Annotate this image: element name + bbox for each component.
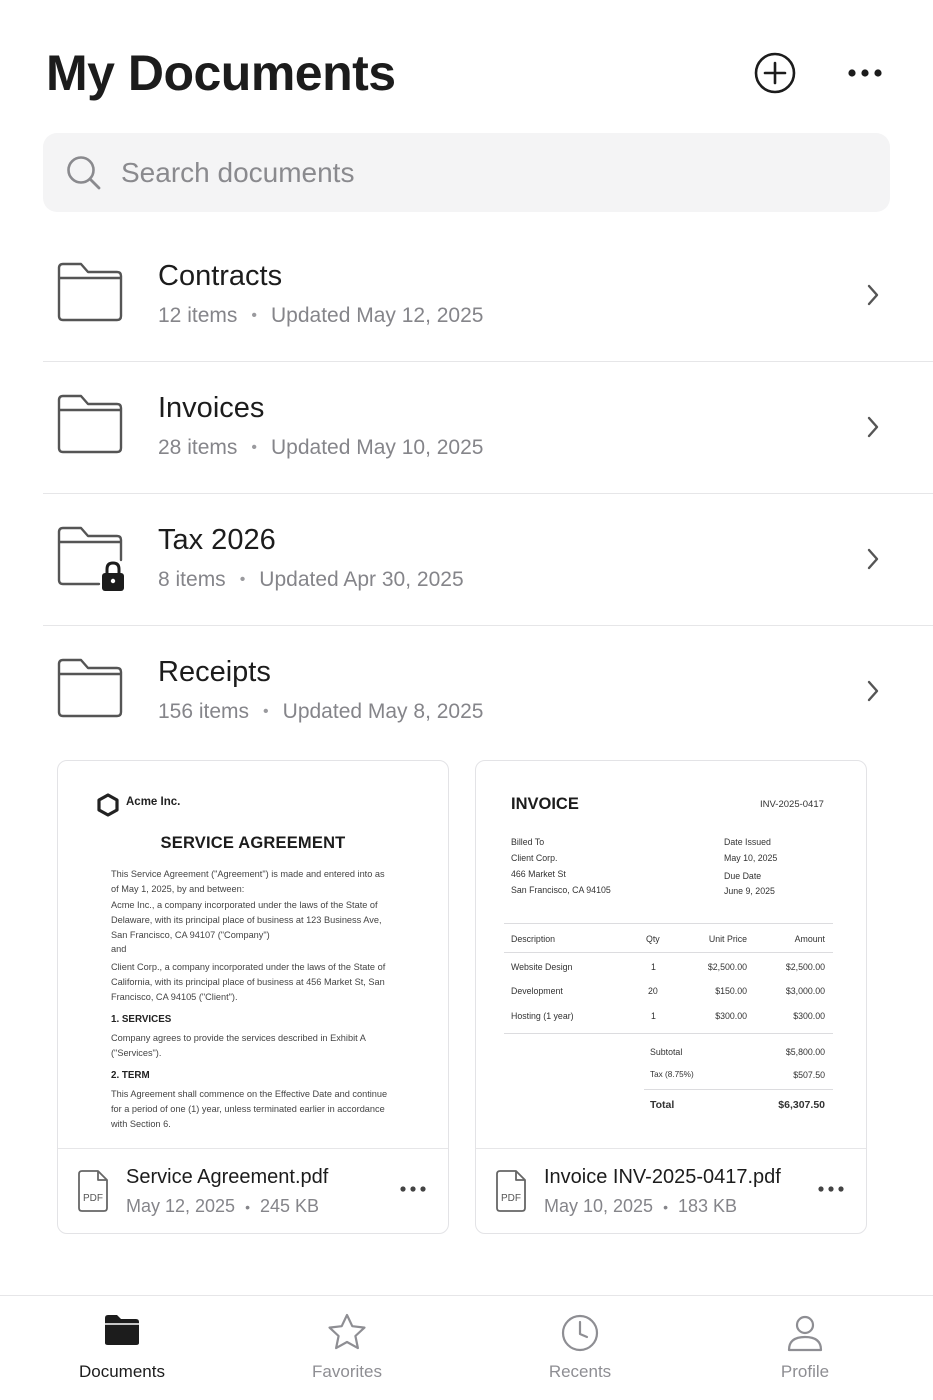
- more-horizontal-icon: [817, 1185, 845, 1193]
- file-date: May 10, 2025: [544, 1196, 654, 1216]
- total-value: $6,307.50: [778, 1099, 825, 1111]
- table-rule: [504, 1033, 833, 1034]
- search-icon: [65, 154, 103, 192]
- folder-updated: Updated May 12, 2025: [270, 304, 484, 327]
- folder-name: Invoices: [158, 392, 265, 424]
- billed-to-line: San Francisco, CA 94105: [511, 885, 611, 895]
- more-horizontal-icon: [399, 1185, 427, 1193]
- file-card-invoice[interactable]: [475, 760, 867, 1234]
- row-description: Development: [511, 986, 563, 996]
- chevron-right-icon: [865, 678, 881, 704]
- billed-to-label: Billed To: [511, 837, 545, 847]
- row-unit-price: $150.00: [715, 986, 747, 996]
- chevron-right-icon: [865, 282, 881, 308]
- column-header: Amount: [794, 934, 825, 944]
- folder-icon: [55, 260, 125, 324]
- preview-heading: 1. SERVICES: [111, 1014, 172, 1025]
- row-amount: $300.00: [793, 1011, 825, 1021]
- tax-value: $507.50: [793, 1070, 825, 1080]
- nav-label: Favorites: [312, 1362, 382, 1381]
- due-date-value: June 9, 2025: [724, 886, 775, 896]
- file-more-button[interactable]: [393, 1177, 433, 1201]
- document-preview: [58, 761, 448, 1149]
- row-unit-price: $2,500.00: [707, 962, 747, 972]
- separator-dot: •: [251, 307, 257, 324]
- folder-name: Receipts: [158, 656, 271, 688]
- table-rule: [504, 952, 833, 953]
- file-card-footer: [476, 1149, 866, 1234]
- date-issued-label: Date Issued: [724, 837, 771, 847]
- folder-row-contracts[interactable]: [43, 230, 933, 362]
- document-title: SERVICE AGREEMENT: [160, 834, 346, 852]
- invoice-number: INV-2025-0417: [760, 799, 824, 810]
- preview-paragraph: Client Corp., a company incorporated under the laws of the State of California, with its principal place of business at 456 Market St, San Francisco, CA 94105 ("Client").: [111, 962, 386, 1002]
- more-options-button[interactable]: [842, 50, 888, 96]
- row-unit-price: $300.00: [715, 1011, 747, 1021]
- nav-tab-favorites[interactable]: [247, 1296, 447, 1400]
- column-header: Description: [511, 934, 556, 944]
- table-rule: [504, 923, 833, 924]
- header: [0, 0, 933, 130]
- separator-dot: •: [663, 1199, 668, 1215]
- nav-tab-profile[interactable]: [705, 1296, 905, 1400]
- row-description: Hosting (1 year): [511, 1011, 574, 1021]
- folder-updated: Updated May 8, 2025: [282, 700, 484, 723]
- document-preview: [476, 761, 866, 1149]
- column-header: Unit Price: [708, 934, 747, 944]
- folder-row-receipts[interactable]: [43, 626, 933, 758]
- chevron-right-icon: [865, 414, 881, 440]
- file-name: Service Agreement.pdf: [126, 1166, 329, 1188]
- page-title: My Documents: [46, 45, 396, 101]
- search-bar[interactable]: [43, 133, 890, 212]
- preview-paragraph: Acme Inc., a company incorporated under the laws of the State of Delaware, with its principal place of business at 123 Business Ave, San Francisco, CA 94107 ("Company"): [111, 900, 382, 940]
- file-size: 245 KB: [259, 1196, 320, 1216]
- file-card-footer: [58, 1149, 448, 1234]
- billed-to-line: 466 Market St: [511, 869, 566, 879]
- folder-name: Contracts: [158, 260, 283, 292]
- preview-paragraph: This Agreement shall commence on the Effective Date and continue for a period of one (1) year, unless terminated earlier in accordance with Section 6.: [111, 1089, 388, 1129]
- file-card-service-agreement[interactable]: [57, 760, 449, 1234]
- add-button[interactable]: [752, 50, 798, 96]
- table-rule: [644, 1089, 833, 1090]
- row-amount: $2,500.00: [785, 962, 825, 972]
- separator-dot: •: [239, 571, 246, 588]
- file-size: 183 KB: [677, 1196, 738, 1216]
- search-input[interactable]: [121, 133, 861, 212]
- svg-text:PDF: PDF: [83, 1193, 103, 1204]
- folder-meta: [158, 700, 483, 724]
- pdf-file-icon: [76, 1169, 110, 1213]
- company-name: Acme Inc.: [126, 796, 181, 808]
- folder-row-tax-2026[interactable]: [43, 494, 933, 626]
- tax-label: Tax (8.75%): [650, 1070, 694, 1079]
- file-meta: [126, 1196, 319, 1217]
- nav-tab-documents[interactable]: [22, 1296, 222, 1400]
- preview-paragraph: and: [111, 944, 127, 954]
- row-qty: 1: [651, 962, 656, 972]
- chevron-right-icon: [865, 546, 881, 572]
- subtotal-label: Subtotal: [650, 1047, 683, 1057]
- bottom-navigation: [0, 1295, 933, 1400]
- billed-to-line: Client Corp.: [511, 853, 558, 863]
- row-qty: 20: [648, 986, 658, 996]
- folder-name: Tax 2026: [158, 524, 276, 556]
- svg-text:PDF: PDF: [501, 1193, 521, 1204]
- folder-meta: [158, 568, 464, 592]
- total-label: Total: [650, 1099, 675, 1111]
- folder-updated: Updated May 10, 2025: [270, 436, 484, 459]
- clock-icon: [560, 1313, 600, 1353]
- file-name: Invoice INV-2025-0417.pdf: [544, 1166, 781, 1188]
- folder-icon: [55, 392, 125, 456]
- folder-item-count: 28 items: [158, 436, 238, 459]
- nav-tab-recents[interactable]: [480, 1296, 680, 1400]
- nav-label: Documents: [79, 1362, 165, 1381]
- user-icon: [785, 1313, 825, 1353]
- separator-dot: •: [251, 439, 257, 456]
- plus-circle-icon: [753, 51, 797, 95]
- row-qty: 1: [651, 1011, 656, 1021]
- folder-icon: [55, 656, 125, 720]
- preview-paragraph: Company agrees to provide the services described in Exhibit A ("Services").: [111, 1033, 366, 1058]
- star-icon: [327, 1313, 367, 1351]
- nav-label: Profile: [780, 1362, 830, 1381]
- date-issued-value: May 10, 2025: [724, 853, 778, 863]
- folder-item-count: 12 items: [158, 304, 238, 327]
- folder-item-count: 156 items: [158, 700, 250, 723]
- file-more-button[interactable]: [811, 1177, 851, 1201]
- folder-filled-icon: [103, 1313, 141, 1347]
- folder-updated: Updated Apr 30, 2025: [259, 568, 464, 591]
- folder-item-count: 8 items: [158, 568, 226, 591]
- column-header: Qty: [646, 934, 660, 944]
- nav-label: Recents: [548, 1362, 612, 1381]
- preview-paragraph: This Service Agreement ("Agreement") is made and entered into as of May 1, 2025, by and between:: [111, 869, 385, 894]
- pdf-file-icon: [494, 1169, 528, 1213]
- due-date-label: Due Date: [724, 871, 762, 881]
- locked-folder-icon: [55, 524, 129, 594]
- row-amount: $3,000.00: [785, 986, 825, 996]
- folder-meta: [158, 436, 483, 460]
- separator-dot: •: [245, 1199, 250, 1215]
- folder-row-invoices[interactable]: [43, 362, 933, 494]
- subtotal-value: $5,800.00: [785, 1047, 825, 1057]
- file-date: May 12, 2025: [126, 1196, 236, 1216]
- hexagon-logo-icon: [96, 793, 120, 817]
- separator-dot: •: [263, 703, 269, 720]
- preview-heading: 2. TERM: [111, 1070, 150, 1081]
- folder-meta: [158, 304, 483, 328]
- document-title: INVOICE: [511, 795, 579, 813]
- row-description: Website Design: [511, 962, 573, 972]
- file-meta: [544, 1196, 737, 1217]
- more-horizontal-icon: [845, 67, 885, 79]
